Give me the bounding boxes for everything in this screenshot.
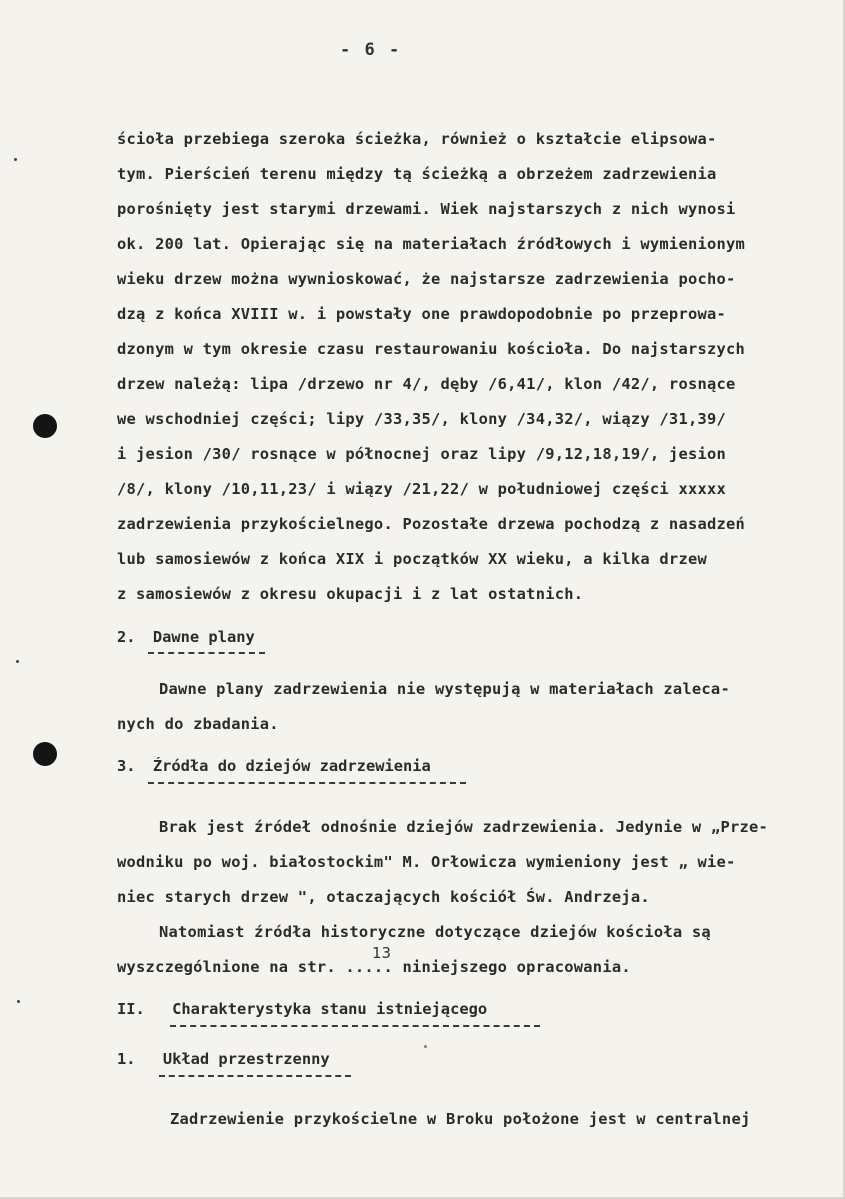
- text-line: dzonym w tym okresie czasu restaurowaniu kościoła. Do najstarszych: [117, 340, 746, 358]
- section-heading: [117, 628, 255, 646]
- text-line: lub samosiewów z końca XIX i początków XX wieku, a kilka drzew: [117, 550, 707, 568]
- text-line: zadrzewienia przykościelnego. Pozostałe drzewa pochodzą z nasadzeń: [117, 515, 746, 533]
- text-line: Dawne plany zadrzewienia nie występują w materiałach zaleca-: [159, 680, 730, 698]
- section-heading: [117, 1050, 330, 1068]
- text-line: i jesion /30/ rosnące w północnej oraz lipy /9,12,18,19/, jesion: [117, 445, 727, 463]
- title-underline: [148, 652, 265, 654]
- section-title: Źródła do dziejów zadrzewienia: [152, 757, 431, 775]
- punch-hole: [33, 742, 57, 766]
- chapter-number: II.: [117, 1000, 145, 1018]
- punch-hole: [33, 414, 57, 438]
- text-line: wyszczególnione na str. ..... niniejszego opracowania.: [117, 958, 631, 976]
- speck: [14, 158, 17, 161]
- text-line: z samosiewów z okresu okupacji i z lat ostatnich.: [117, 585, 584, 603]
- speck: [424, 1045, 427, 1048]
- title-underline: [148, 782, 466, 784]
- title-underline: [159, 1075, 351, 1077]
- section-number: 1.: [117, 1050, 136, 1068]
- text-line: wodniku po woj. białostockim" M. Orłowicza wymieniony jest „ wie-: [117, 853, 736, 871]
- handwritten-page-ref: 13: [372, 944, 392, 962]
- speck: [16, 660, 19, 663]
- text-line: ścioła przebiega szeroka ścieżka, również o kształcie elipsowa-: [117, 130, 717, 148]
- page-number: - 6 -: [340, 40, 402, 60]
- text-line: nych do zbadania.: [117, 715, 279, 733]
- section-number: 3.: [117, 757, 136, 775]
- text-line: /8/, klony /10,11,23/ i wiązy /21,22/ w południowej części xxxxx: [117, 480, 727, 498]
- text-line: tym. Pierścień terenu między tą ścieżką a obrzeżem zadrzewienia: [117, 165, 717, 183]
- section-title: Dawne plany: [152, 628, 255, 646]
- section-heading: [117, 757, 431, 775]
- text-line: we wschodniej części; lipy /33,35/, klony /34,32/, wiązy /31,39/: [117, 410, 727, 428]
- text-line: Natomiast źródła historyczne dotyczące dziejów kościoła są: [159, 923, 711, 941]
- text-line: wieku drzew można wywnioskować, że najstarsze zadrzewienia pocho-: [117, 270, 736, 288]
- text-line: drzew należą: lipa /drzewo nr 4/, dęby /6,41/, klon /42/, rosnące: [117, 375, 736, 393]
- text-line: Zadrzewienie przykościelne w Broku położone jest w centralnej: [170, 1110, 751, 1128]
- text-line: porośnięty jest starymi drzewami. Wiek najstarszych z nich wynosi: [117, 200, 736, 218]
- section-title: Układ przestrzenny: [162, 1050, 330, 1068]
- text-line: ok. 200 lat. Opierając się na materiałach źródłowych i wymienionym: [117, 235, 746, 253]
- speck: [17, 1000, 20, 1003]
- text-line: Brak jest źródeł odnośnie dziejów zadrzewienia. Jedynie w „Prze-: [159, 818, 769, 836]
- chapter-heading: [117, 1000, 487, 1018]
- text-line: niec starych drzew ", otaczających kościół Św. Andrzeja.: [117, 888, 650, 906]
- title-underline: [170, 1025, 540, 1027]
- section-number: 2.: [117, 628, 136, 646]
- text-line: dzą z końca XVIII w. i powstały one prawdopodobnie po przeprowa-: [117, 305, 727, 323]
- chapter-title: Charakterystyka stanu istniejącego: [172, 1000, 488, 1018]
